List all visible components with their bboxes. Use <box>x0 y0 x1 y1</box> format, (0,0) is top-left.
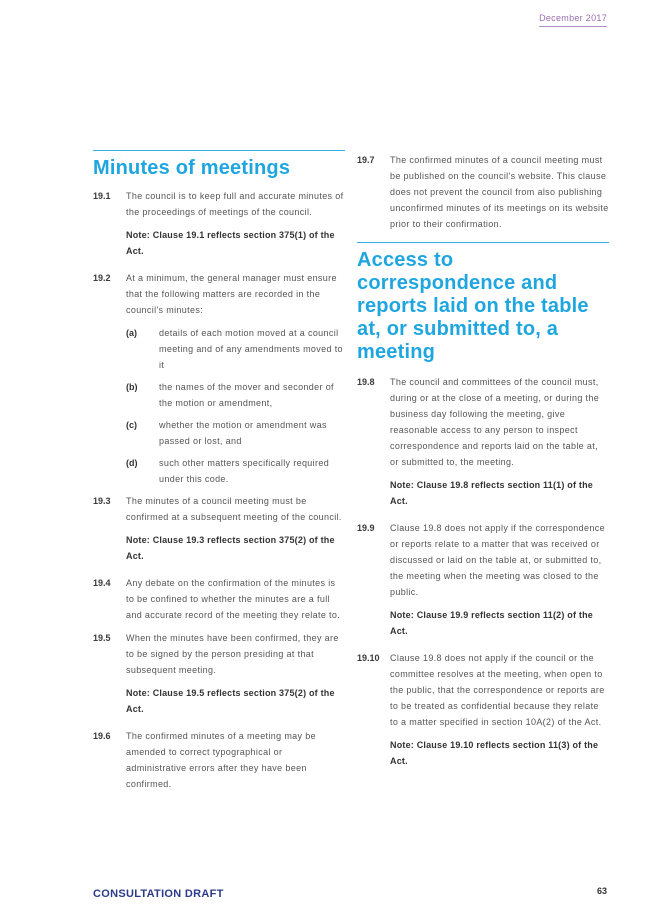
clause-note: Note: Clause 19.3 reflects section 375(2) of the Act. <box>126 535 335 561</box>
page-number: 63 <box>596 886 607 896</box>
section-rule <box>93 150 345 151</box>
right-intro <box>357 152 609 232</box>
clause-number: 19.8 <box>357 377 375 387</box>
clause <box>93 270 345 318</box>
clause-text: Clause 19.8 does not apply if the council or the committee resolves at the meeting, when open to the public, that the correspondence or reports are to be treated as confidential because they relate to a matter specified in section 10A(2) of the Act. <box>390 653 605 727</box>
clause-number: 19.9 <box>357 523 375 533</box>
sub-clause <box>126 417 345 449</box>
sub-clause-text: details of each motion moved at a council meeting and of any amendments moved to it <box>159 328 343 370</box>
right-column <box>357 152 609 780</box>
clause <box>93 728 345 792</box>
clause-number: 19.4 <box>93 578 111 588</box>
clause <box>93 188 345 220</box>
section-heading-minutes: Minutes of meetings <box>93 157 291 179</box>
clause-note: Note: Clause 19.9 reflects section 11(2) of the Act. <box>390 610 593 636</box>
sub-clause-text: whether the motion or amendment was passed or lost, and <box>159 420 327 446</box>
clause <box>357 374 609 470</box>
sub-clause-letter: (c) <box>126 420 137 430</box>
header-date: December 2017 <box>539 13 607 27</box>
clause-text: The council is to keep full and accurate minutes of the proceedings of meetings of the council. <box>126 191 344 217</box>
clause-number: 19.3 <box>93 496 111 506</box>
clause-text: The confirmed minutes of a meeting may be amended to correct typographical or administrative errors after they have been confirmed. <box>126 731 316 789</box>
sub-clause <box>126 325 345 373</box>
clause <box>93 493 345 525</box>
section-heading-access: Access to correspondence and reports laid on the table at, or submitted to, a meeting <box>357 249 589 363</box>
clause-text: Clause 19.8 does not apply if the correspondence or reports relate to a matter that was received or discussed or laid on the table at, or submitted to, the meeting when the meeting was closed to the public. <box>390 523 605 597</box>
sub-clause-letter: (d) <box>126 458 138 468</box>
clause-text: When the minutes have been confirmed, they are to be signed by the person presiding at that subsequent meeting. <box>126 633 339 675</box>
clause-number: 19.10 <box>357 653 380 663</box>
clause <box>357 152 609 232</box>
left-column <box>93 150 345 799</box>
left-body <box>93 188 345 792</box>
clause-text: The confirmed minutes of a council meeting must be published on the council's website. This clause does not prevent the council from also publishing unconfirmed minutes of its meetings on its website prior to their confirmation. <box>390 155 609 229</box>
sub-clause <box>126 455 345 487</box>
clause <box>93 575 345 623</box>
sub-clause-letter: (a) <box>126 328 137 338</box>
clause <box>357 520 609 600</box>
clause-text: The council and committees of the council must, during or at the close of a meeting, or during the business day following the meeting, give reasonable access to any person to inspect correspondence and reports laid on the table at, or submitted to, the meeting. <box>390 377 600 467</box>
section-rule <box>357 242 609 243</box>
clause <box>93 630 345 678</box>
sub-clause-text: such other matters specifically required under this code. <box>159 458 330 484</box>
clause-number: 19.2 <box>93 273 111 283</box>
clause-text: The minutes of a council meeting must be confirmed at a subsequent meeting of the council. <box>126 496 342 522</box>
clause-text: Any debate on the confirmation of the minutes is to be confined to whether the minutes are a full and accurate record of the meeting they relate to. <box>126 578 341 620</box>
clause-note: Note: Clause 19.5 reflects section 375(2) of the Act. <box>126 688 335 714</box>
clause-note: Note: Clause 19.1 reflects section 375(1) of the Act. <box>126 230 335 256</box>
clause-number: 19.5 <box>93 633 111 643</box>
clause <box>357 650 609 730</box>
clause-text: At a minimum, the general manager must ensure that the following matters are recorded in the council's minutes: <box>126 273 337 315</box>
clause-note: Note: Clause 19.8 reflects section 11(1) of the Act. <box>390 480 593 506</box>
right-body <box>357 374 609 769</box>
sub-clause <box>126 379 345 411</box>
footer-title: CONSULTATION DRAFT <box>93 888 224 900</box>
sub-clause-letter: (b) <box>126 382 138 392</box>
clause-number: 19.7 <box>357 155 375 165</box>
clause-note: Note: Clause 19.10 reflects section 11(3) of the Act. <box>390 740 599 766</box>
clause-number: 19.6 <box>93 731 111 741</box>
sub-clause-text: the names of the mover and seconder of the motion or amendment, <box>159 382 334 408</box>
clause-number: 19.1 <box>93 191 111 201</box>
